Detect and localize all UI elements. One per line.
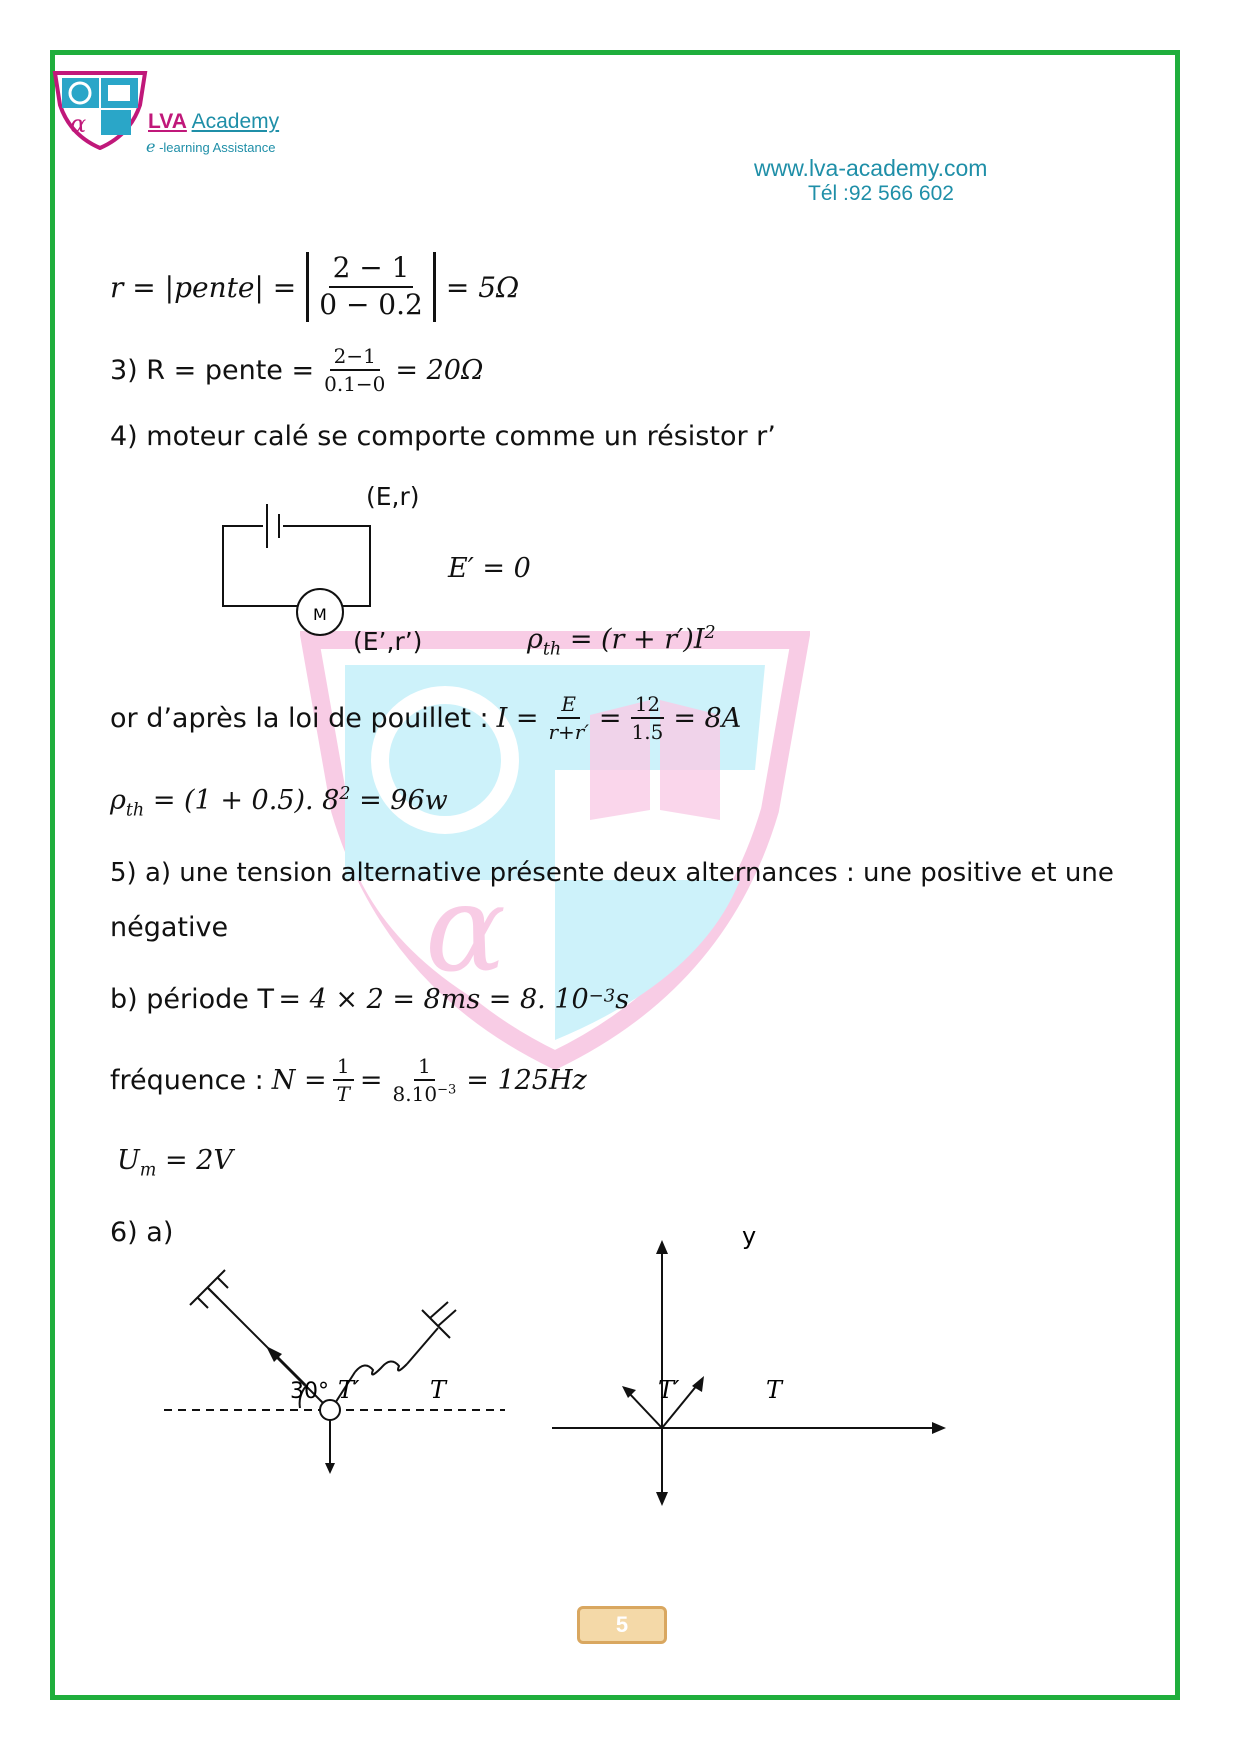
frequence-rhs: = 125Hz <box>466 1064 587 1096</box>
pouillet-frac-1 <box>544 693 592 743</box>
t-label-right: T <box>766 1376 783 1404</box>
brand-lva: LVA <box>148 110 187 133</box>
p-th-calc-rhs: = (1 + 0.5). 8 <box>152 785 340 816</box>
p-th-exp: 2 <box>704 623 716 643</box>
eq-r-lhs: r = |pente| = <box>110 270 297 304</box>
pouillet-rhs: = 8A <box>673 702 742 734</box>
frequence-den-2-base: 8.10 <box>392 1082 438 1106</box>
frequence-eq-sign: = <box>359 1064 383 1096</box>
pouillet-line <box>110 693 741 743</box>
frequence-den-2-exp: −3 <box>437 1082 457 1098</box>
frequence-num-2: 1 <box>414 1055 435 1081</box>
pouillet-text: or d’après la loi de pouillet : <box>110 702 489 734</box>
e-prime-eq: E′ = 0 <box>448 553 531 584</box>
line-5b-label: b) période T <box>110 984 274 1015</box>
x-axis-arrowhead <box>932 1422 946 1434</box>
frequence-den-2 <box>389 1081 461 1105</box>
eq-3-R <box>110 345 483 395</box>
pouillet-num-1: E <box>557 693 580 719</box>
circuit-wires <box>223 526 370 606</box>
eq-3-den: 0.1−0 <box>324 372 386 396</box>
line-5a-1: 5) a) une tension alternative présente deux alternances : une positive et une <box>110 858 1114 888</box>
brand-subtitle <box>146 137 275 156</box>
svg-text:α: α <box>70 110 87 138</box>
t-label-left: T <box>430 1376 447 1404</box>
brand-e: e <box>146 137 156 156</box>
generator-label: (E,r) <box>366 482 420 511</box>
brand-academy: Academy <box>191 110 280 133</box>
eq-r-num: 2 − 1 <box>329 253 414 288</box>
p-th-calc <box>110 784 448 820</box>
weight-arrowhead <box>325 1463 335 1474</box>
p-th-sym: ρ <box>527 624 543 655</box>
pouillet-lhs: I = <box>496 702 539 734</box>
line-5b-rhs: = 4 × 2 = 8ms = 8. 10 <box>278 984 589 1015</box>
svg-text:α: α <box>425 860 507 999</box>
angle-label: 30° <box>290 1379 329 1404</box>
abs-bar-right <box>433 252 436 322</box>
um-rhs: = 2V <box>164 1145 233 1176</box>
eq-r-rhs: = 5Ω <box>445 270 520 304</box>
pouillet-frac-2 <box>628 693 668 743</box>
y-axis-arrowhead-down <box>656 1492 668 1506</box>
right-support-icon <box>422 1302 456 1338</box>
p-th-calc-exp: 2 <box>339 784 351 804</box>
eq-3-fraction <box>320 345 389 395</box>
pouillet-den-2: 1.5 <box>631 720 664 744</box>
line-4: 4) moteur calé se comporte comme un résistor r’ <box>110 421 776 452</box>
pouillet-num-2: 12 <box>631 693 664 719</box>
eq-r-den: 0 − 0.2 <box>319 288 423 321</box>
frequence-den-1: T <box>336 1082 350 1106</box>
eq-3-num: 2−1 <box>330 345 380 371</box>
line-5b <box>110 984 629 1015</box>
p-th-sub: th <box>542 639 562 660</box>
y-axis-arrowhead-up <box>656 1240 668 1254</box>
frequence-line <box>110 1055 587 1105</box>
pouillet-eq-sign: = <box>598 702 622 734</box>
p-th-formula <box>527 623 716 659</box>
website-link[interactable]: www.lva-academy.com <box>754 155 988 181</box>
t-prime-label-left: T′ <box>338 1376 360 1404</box>
lva-shield-logo-icon <box>52 70 148 150</box>
eq-r-pente <box>110 252 519 322</box>
t-prime-vector-head <box>622 1386 636 1398</box>
frequence-num-1: 1 <box>333 1055 354 1081</box>
frequence-label: fréquence : <box>110 1064 264 1096</box>
forces-figure-right <box>550 1230 950 1510</box>
frequence-lhs: N = <box>271 1064 327 1096</box>
page-number-badge: 5 <box>577 1606 667 1644</box>
line-5b-exp: −3 <box>588 985 616 1007</box>
eq-3-rhs: = 20Ω <box>395 354 484 386</box>
motor-symbol: M <box>313 605 327 624</box>
p-th-calc-tail: = 96w <box>359 785 448 816</box>
um-sub: m <box>139 1160 157 1181</box>
t-prime-label-right: T′ <box>658 1376 680 1404</box>
pouillet-den-1: r+r′ <box>548 720 589 744</box>
frequence-frac-2 <box>389 1055 461 1105</box>
phone-number: Tél :92 566 602 <box>808 182 954 205</box>
circuit-diagram <box>215 492 385 642</box>
line-5b-unit: s <box>615 984 630 1015</box>
motor-label: (E’,r’) <box>353 627 423 656</box>
line-6a: 6) a) <box>110 1217 174 1248</box>
p-th-calc-sym: ρ <box>110 785 126 816</box>
y-axis-label: y <box>742 1230 757 1250</box>
t-prime-vector <box>628 1392 662 1428</box>
line-5a-2: négative <box>110 912 229 943</box>
p-th-rhs: = (r + r′)I <box>569 624 705 655</box>
battery-icon <box>267 504 279 548</box>
eq-3-label: 3) R = pente = <box>110 354 315 386</box>
eq-r-fraction <box>315 253 427 321</box>
um-eq <box>117 1145 233 1180</box>
frequence-frac-1 <box>333 1055 354 1105</box>
um-sym: U <box>117 1145 140 1176</box>
abs-bar-left <box>306 252 309 322</box>
p-th-calc-sub: th <box>125 800 145 821</box>
brand-name <box>148 110 279 134</box>
forces-figure-left <box>160 1250 510 1490</box>
brand-subtitle-text: -learning Assistance <box>159 140 276 155</box>
